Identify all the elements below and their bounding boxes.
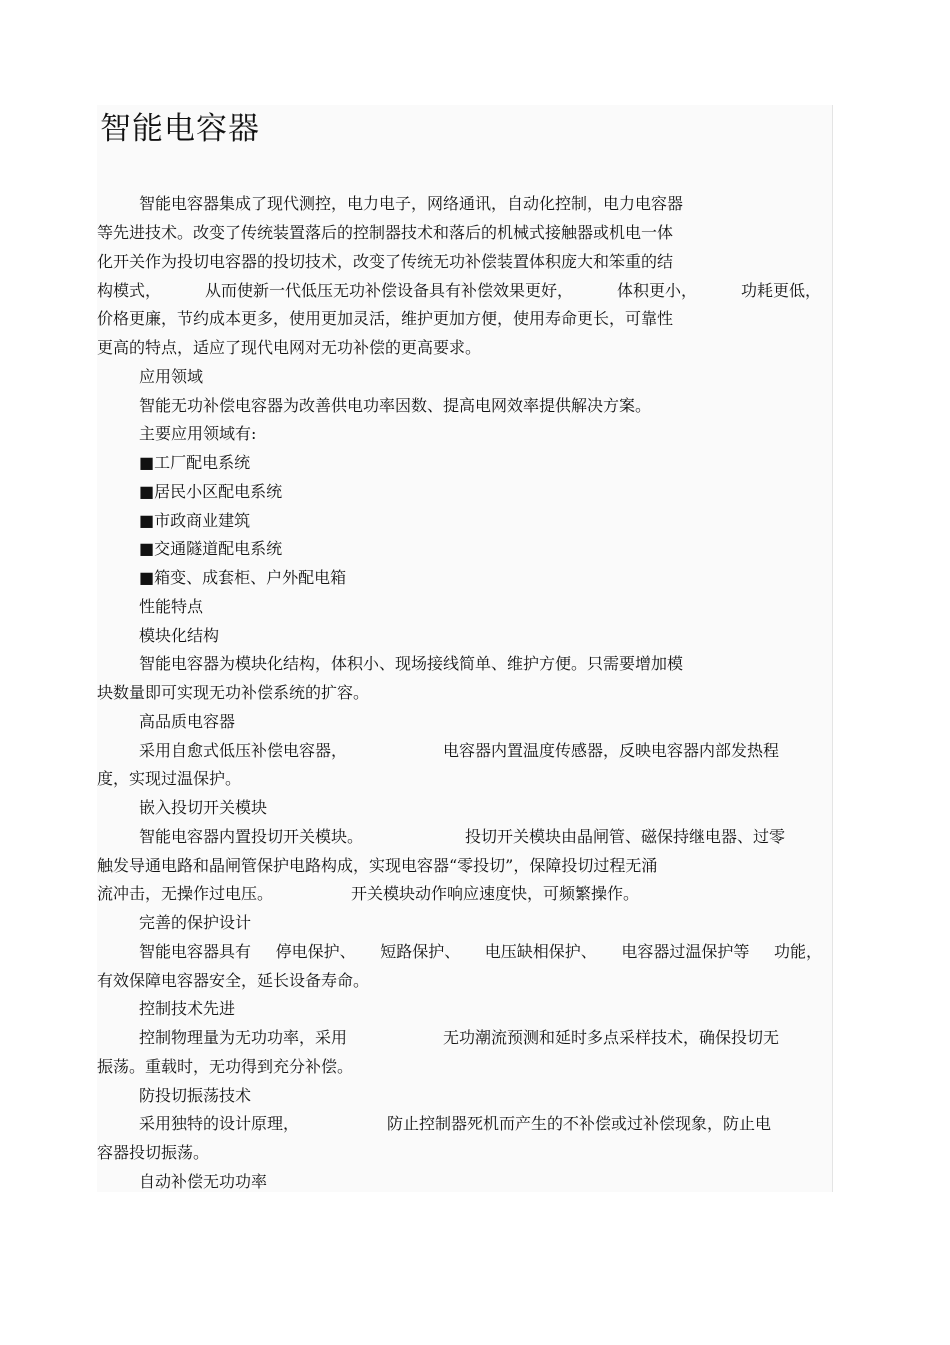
text-span: 体积更小， [616,281,697,300]
text-span: 构模式， [97,281,162,300]
paragraph-line: 振荡。重载时，无功得到充分补偿。 [97,1057,354,1076]
text-span: 开关模块动作响应速度快，可频繁操作。 [350,884,639,903]
paragraph-line [139,739,779,763]
text-span: 电容器过温保护等 [621,942,750,961]
text-span: 智能电容器内置投切开关模块。 [139,827,364,846]
paragraph-line: 价格更廉，节约成本更多，使用更加灵活，维护更加方便，使用寿命更长，可靠性 [97,309,674,328]
text-span: 采用独特的设计原理， [139,1114,300,1133]
text-span: 从而使新一代低压无功补偿设备具有补偿效果更好， [204,281,573,300]
paragraph-line [139,1026,779,1050]
paragraph-line [139,825,785,849]
paragraph-line: 容器投切振荡。 [97,1143,210,1162]
page-title: 智能电容器 [100,111,260,147]
paragraph-line: 有效保障电容器安全，延长设备寿命。 [97,971,370,990]
subsection-heading: 自动补偿无功功率 [139,1172,268,1191]
subsection-heading: 模块化结构 [139,626,220,645]
subsection-heading: 控制技术先进 [139,999,236,1018]
paragraph-line: 触发导通电路和晶闸管保护电路构成，实现电容器“零投切”，保障投切过程无涌 [97,856,658,875]
list-item: ■工厂配电系统 [139,453,251,472]
text-span: 停电保护、 [275,942,356,961]
section-heading: 应用领域 [139,367,204,386]
paragraph-line: 块数量即可实现无功补偿系统的扩容。 [97,683,370,702]
text-span: 短路保护、 [380,942,461,961]
paragraph-line [97,882,639,906]
text-span: 功耗更低， [740,281,821,300]
list-item: ■居民小区配电系统 [139,482,283,501]
text-span: 电容器内置温度传感器，反映电容器内部发热程 [442,741,779,760]
section-heading: 性能特点 [139,597,204,616]
paragraph-line [97,279,821,303]
paragraph-line: 智能无功补偿电容器为改善供电功率因数、提高电网效率提供解决方案。 [139,396,652,415]
paragraph-line [139,1112,771,1136]
document-page [97,105,833,1192]
text-span: 电压缺相保护、 [484,942,597,961]
list-item: ■箱变、成套柜、户外配电箱 [139,568,347,587]
text-span: 投切开关模块由晶闸管、磁保持继电器、过零 [464,827,785,846]
subsection-heading: 防投切振荡技术 [139,1086,252,1105]
paragraph-line: 更高的特点，适应了现代电网对无功补偿的更高要求。 [97,338,482,357]
text-span: 智能电容器具有 [139,942,252,961]
list-item: ■市政商业建筑 [139,511,251,530]
paragraph-line: 智能电容器为模块化结构，体积小、现场接线简单、维护方便。只需要增加模 [139,654,684,673]
text-span: 采用自愈式低压补偿电容器， [139,741,348,760]
paragraph-line: 化开关作为投切电容器的投切技术，改变了传统无功补偿装置体积庞大和笨重的结 [97,252,674,271]
paragraph-line: 度，实现过温保护。 [97,769,242,788]
paragraph-line: 等先进技术。改变了传统装置落后的控制器技术和落后的机械式接触器或机电一体 [97,223,674,242]
text-span: 控制物理量为无功功率，采用 [139,1028,348,1047]
paragraph-line [139,940,822,964]
text-span: 流冲击，无操作过电压。 [97,884,274,903]
list-item: ■交通隧道配电系统 [139,539,283,558]
paragraph-line: 主要应用领域有: [139,424,257,443]
text-span: 功能， [773,942,822,961]
paragraph-line: 智能电容器集成了现代测控，电力电子，网络通讯，自动化控制，电力电容器 [139,194,684,213]
text-span: 防止控制器死机而产生的不补偿或过补偿现象，防止电 [386,1114,771,1133]
subsection-heading: 嵌入投切开关模块 [139,798,268,817]
subsection-heading: 完善的保护设计 [139,913,252,932]
text-span: 无功潮流预测和延时多点采样技术，确保投切无 [442,1028,779,1047]
subsection-heading: 高品质电容器 [139,712,236,731]
